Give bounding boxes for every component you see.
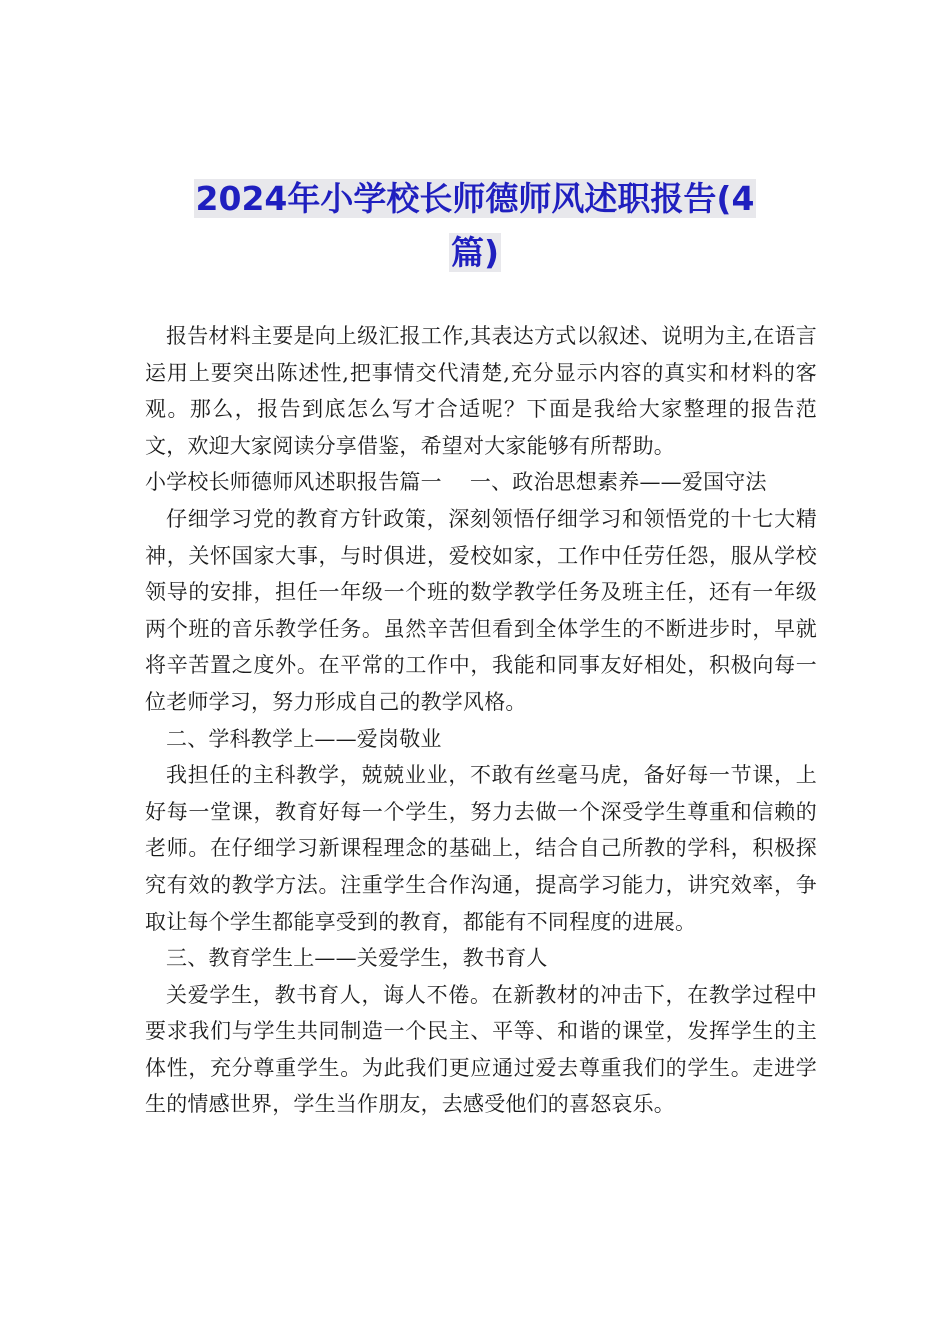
body-paragraph: 仔细学习党的教育方针政策，深刻领悟仔细学习和领悟党的十七大精神，关怀国家大事，与时俱进，爱校如家，工作中任劳任怨，服从学校领导的安排，担任一年级一个班的数学教学任务及班主任，还有一年级两个班的音乐教学任务。虽然辛苦但看到全体学生的不断进步时，早就将辛苦置之度外。在平常的工作中，我能和同事友好相处，积极向每一位老师学习，努力形成自己的教学风格。 (145, 506, 817, 714)
document-title (145, 172, 805, 280)
body-paragraph: 关爱学生，教书育人，诲人不倦。在新教材的冲击下，在教学过程中要求我们与学生共同制造一个民主、平等、和谐的课堂，发挥学生的主体性，充分尊重学生。为此我们更应通过爱去尊重我们的学生。走进学生的情感世界，学生当作朋友，去感受他们的喜怒哀乐。 (145, 982, 817, 1117)
title-line-2: 篇) (450, 233, 500, 272)
title-line-1: 2024年小学校长师德师风述职报告(4 (195, 179, 755, 218)
section-heading-2: 二、学科教学上——爱岗敬业 (166, 726, 442, 751)
section-heading-1: 小学校长师德师风述职报告篇一 一、政治思想素养——爱国守法 (145, 470, 767, 495)
intro-paragraph: 报告材料主要是向上级汇报工作,其表达方式以叙述、说明为主,在语言运用上要突出陈述性,把事情交代清楚,充分显示内容的真实和材料的客观。那么，报告到底怎么写才合适呢？下面是我给大家整理的报告范文，欢迎大家阅读分享借鉴，希望对大家能够有所帮助。 (145, 324, 817, 458)
section-heading-3: 三、教育学生上——关爱学生，教书育人 (166, 946, 548, 971)
document-body (145, 318, 817, 1123)
body-paragraph: 我担任的主科教学，兢兢业业，不敢有丝毫马虎，备好每一节课，上好每一堂课，教育好每一个学生，努力去做一个深受学生尊重和信赖的老师。在仔细学习新课程理念的基础上，结合自己所教的学科，积极探究有效的教学方法。注重学生合作沟通，提高学习能力，讲究效率，争取让每个学生都能享受到的教育，都能有不同程度的进展。 (145, 763, 817, 934)
